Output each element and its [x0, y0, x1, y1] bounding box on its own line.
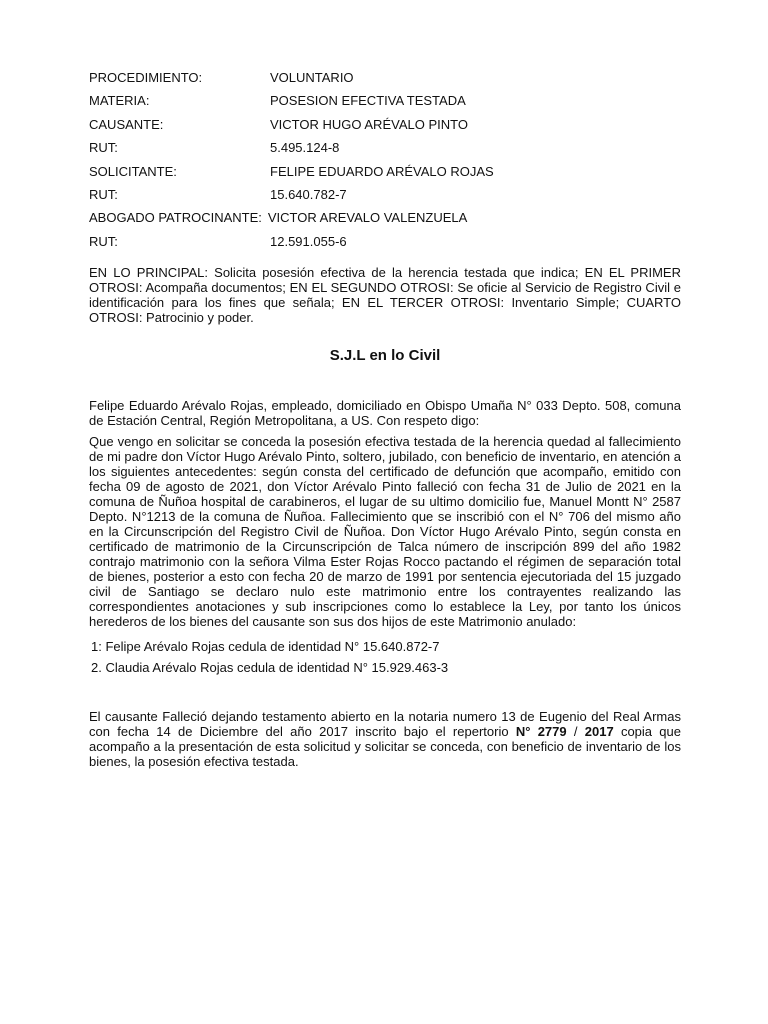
header-value: 12.591.055-6	[270, 233, 347, 249]
intro-paragraph: Felipe Eduardo Arévalo Rojas, empleado, domiciliado en Obispo Umaña N° 033 Depto. 508, comuna de Estación Central, Región Metropolitana, a US. Con respeto digo:	[89, 397, 681, 428]
header-row-abogado	[89, 210, 681, 225]
header-row-solicitante	[89, 164, 681, 179]
court-title: S.J.L en lo Civil	[329, 346, 441, 364]
header-value: VICTOR AREVALO VALENZUELA	[267, 210, 468, 226]
header-value: POSESION EFECTIVA TESTADA	[270, 93, 466, 109]
header-label: CAUSANTE:	[89, 116, 164, 132]
heir-item: 1: Felipe Arévalo Rojas cedula de identidad N° 15.640.872-7	[91, 638, 440, 654]
closing-text-after: copia que acompaño a la presentación de esta solicitud y solicitar se conceda, con beneficio de inventario de los bienes, la posesión efectiva testada.	[89, 723, 681, 769]
closing-text-before: El causante Falleció dejando testamento abierto en la notaria numero 13 de Eugenio del Real Armas con fecha 14 de Diciembre del año 2017 inscrito bajo el repertorio	[89, 708, 681, 739]
header-value: 5.495.124-8	[270, 140, 340, 156]
header-row-procedimiento	[89, 70, 681, 85]
repertorio-year: 2017	[584, 723, 614, 739]
header-row-causante	[89, 117, 681, 132]
heir-item: 2. Claudia Arévalo Rojas cedula de identidad N° 15.929.463-3	[91, 659, 449, 675]
repertorio-number: N° 2779	[515, 723, 567, 739]
header-value: FELIPE EDUARDO ARÉVALO ROJAS	[270, 163, 494, 179]
header-value: 15.640.782-7	[270, 186, 347, 202]
header-label: MATERIA:	[89, 93, 150, 109]
heirs-list	[89, 639, 681, 675]
document-page	[89, 70, 681, 769]
header-value: VICTOR HUGO ARÉVALO PINTO	[270, 116, 468, 132]
header-row-rut-solicitante	[89, 187, 681, 202]
header-value: VOLUNTARIO	[270, 70, 354, 85]
header-label: SOLICITANTE:	[89, 163, 177, 179]
repertorio-slash: /	[566, 723, 585, 739]
header-label: PROCEDIMIENTO:	[89, 70, 203, 85]
case-header	[89, 70, 681, 249]
body-paragraph: Que vengo en solicitar se conceda la posesión efectiva testada de la herencia quedad al fallecimiento de mi padre don Víctor Hugo Arévalo Pinto, soltero, jubilado, con beneficio de inventario, en atención a los siguientes antecedentes: según consta del certificado de defunción que acompaño, emitido con fecha 09 de agosto de 2021, don Víctor Arévalo Pinto falleció con fecha 31 de Julio de 2021 en la comuna de Ñuñoa hospital de carabineros, el lugar de su ultimo domicilio fue, Manuel Montt N° 2587 Depto. N°1213 de la comuna de Ñuñoa. Fallecimiento que se inscribió con el N° 706 del mismo año en la Circunscripción del Registro Civil de Ñuñoa. Don Víctor Hugo Arévalo Pinto, según consta en certificado de matrimonio de la Circunscripción de Talca número de inscripción 899 del año 1982 contrajo matrimonio con la señora Vilma Ester Rojas Rocco pactando el régimen de separación total de bienes, posterior a esto con fecha 20 de marzo de 1991 por sentencia ejecutoriada del 15 juzgado civil de Santiago se declaro nulo este matrimonio entre los contrayentes realizando las correspondientes anotaciones y sub inscripciones como lo establece la Ley, por tanto los únicos herederos de los bienes del causante son sus dos hijos de este Matrimonio anulado:	[89, 433, 681, 629]
closing-paragraph	[89, 709, 681, 769]
header-row-rut-causante	[89, 140, 681, 155]
principal-summary: EN LO PRINCIPAL: Solicita posesión efectiva de la herencia testada que indica; EN EL PRIMER OTROSI: Acompaña documentos; EN EL SEGUNDO OTROSI: Se oficie al Servicio de Registro Civil e identificación para los fines que señala; EN EL TERCER OTROSI: Inventario Simple; CUARTO OTROSI: Patrocinio y poder.	[89, 264, 681, 325]
header-row-rut-abogado	[89, 234, 681, 249]
header-label: RUT:	[89, 233, 118, 249]
header-label: ABOGADO PATROCINANTE:	[89, 210, 262, 226]
header-row-materia	[89, 93, 681, 108]
header-label: RUT:	[89, 140, 118, 156]
header-label: RUT:	[89, 186, 118, 202]
